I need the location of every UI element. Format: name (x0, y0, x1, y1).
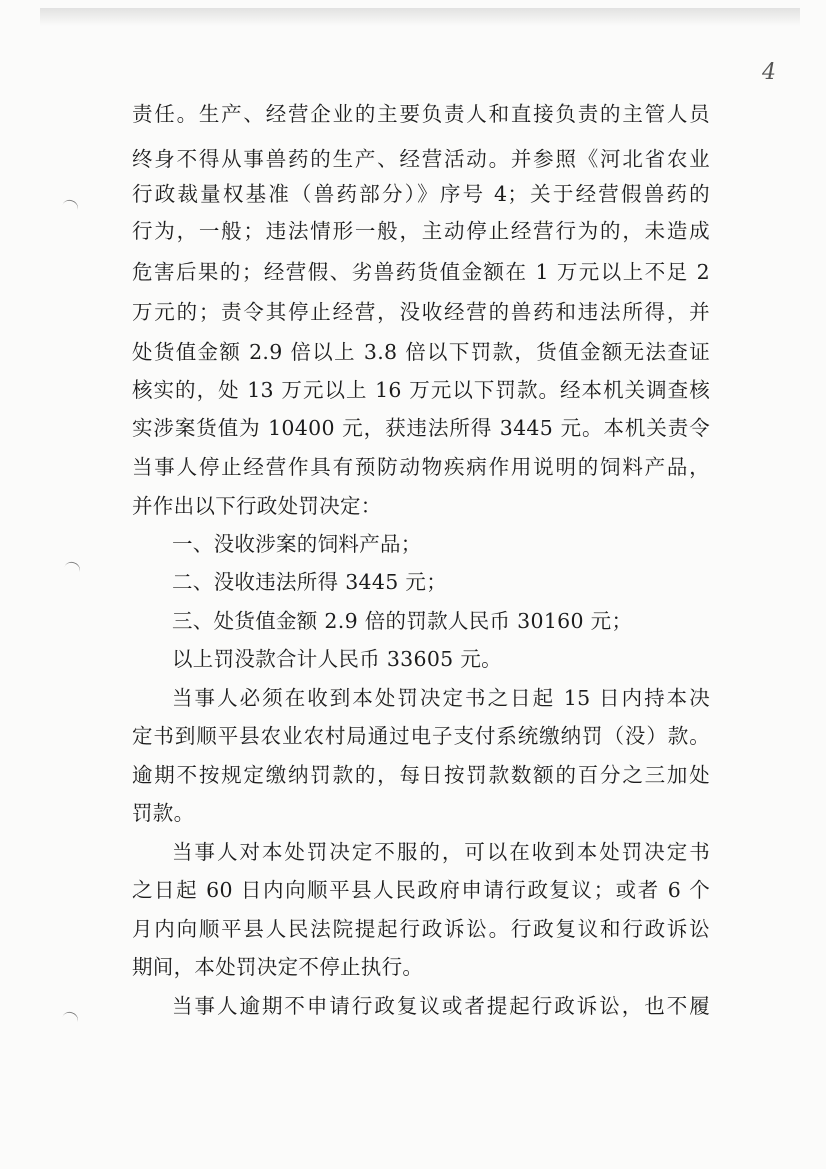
total-line: 以上罚没款合计人民币 33605 元。 (172, 647, 502, 671)
list-item: 二、没收违法所得 3445 元； (172, 570, 448, 594)
page-number: 4 (762, 60, 776, 85)
body-line: 万元的；责令其停止经营，没收经营的兽药和违法所得，并 (132, 300, 710, 324)
body-line: 之日起 60 日内向顺平县人民政府申请行政复议；或者 6 个 (132, 878, 710, 902)
body-line: 当事人对本处罚决定不服的，可以在收到本处罚决定书 (172, 840, 710, 864)
body-line: 期间，本处罚决定不停止执行。 (132, 955, 424, 979)
body-line: 当事人必须在收到本处罚决定书之日起 15 日内持本决 (172, 686, 710, 710)
body-line: 行为，一般；违法情形一般，主动停止经营行为的，未造成 (132, 219, 710, 243)
body-line: 月内向顺平县人民法院提起行政诉讼。行政复议和行政诉讼 (132, 917, 710, 941)
list-item: 一、没收涉案的饲料产品； (172, 532, 422, 556)
body-line: 罚款。 (132, 801, 195, 825)
body-line: 实涉案货值为 10400 元，获违法所得 3445 元。本机关责令 (132, 416, 710, 440)
body-line: 行政裁量权基准（兽药部分）》序号 4；关于经营假兽药的 (132, 182, 710, 206)
body-line: 终身不得从事兽药的生产、经营活动。并参照《河北省农业 (132, 147, 710, 171)
list-item: 三、处货值金额 2.9 倍的罚款人民币 30160 元； (172, 609, 633, 633)
body-line: 危害后果的；经营假、劣兽药货值金额在 1 万元以上不足 2 (132, 260, 710, 284)
body-line: 定书到顺平县农业农村局通过电子支付系统缴纳罚（没）款。 (132, 724, 710, 748)
body-line: 并作出以下行政处罚决定： (132, 494, 382, 518)
punch-hole-mark (60, 1010, 80, 1030)
body-line: 当事人停止经营作具有预防动物疾病作用说明的饲料产品， (132, 455, 710, 479)
punch-hole-mark (60, 198, 80, 218)
body-line: 处货值金额 2.9 倍以上 3.8 倍以下罚款，货值金额无法查证 (132, 340, 710, 364)
punch-hole-mark (62, 560, 82, 580)
body-line: 责任。生产、经营企业的主要负责人和直接负责的主管人员 (132, 102, 710, 126)
scan-shadow (40, 8, 800, 26)
body-line: 当事人逾期不申请行政复议或者提起行政诉讼，也不履 (172, 994, 710, 1018)
body-line: 核实的，处 13 万元以上 16 万元以下罚款。经本机关调查核 (132, 378, 710, 402)
body-line: 逾期不按规定缴纳罚款的，每日按罚款数额的百分之三加处 (132, 763, 710, 787)
